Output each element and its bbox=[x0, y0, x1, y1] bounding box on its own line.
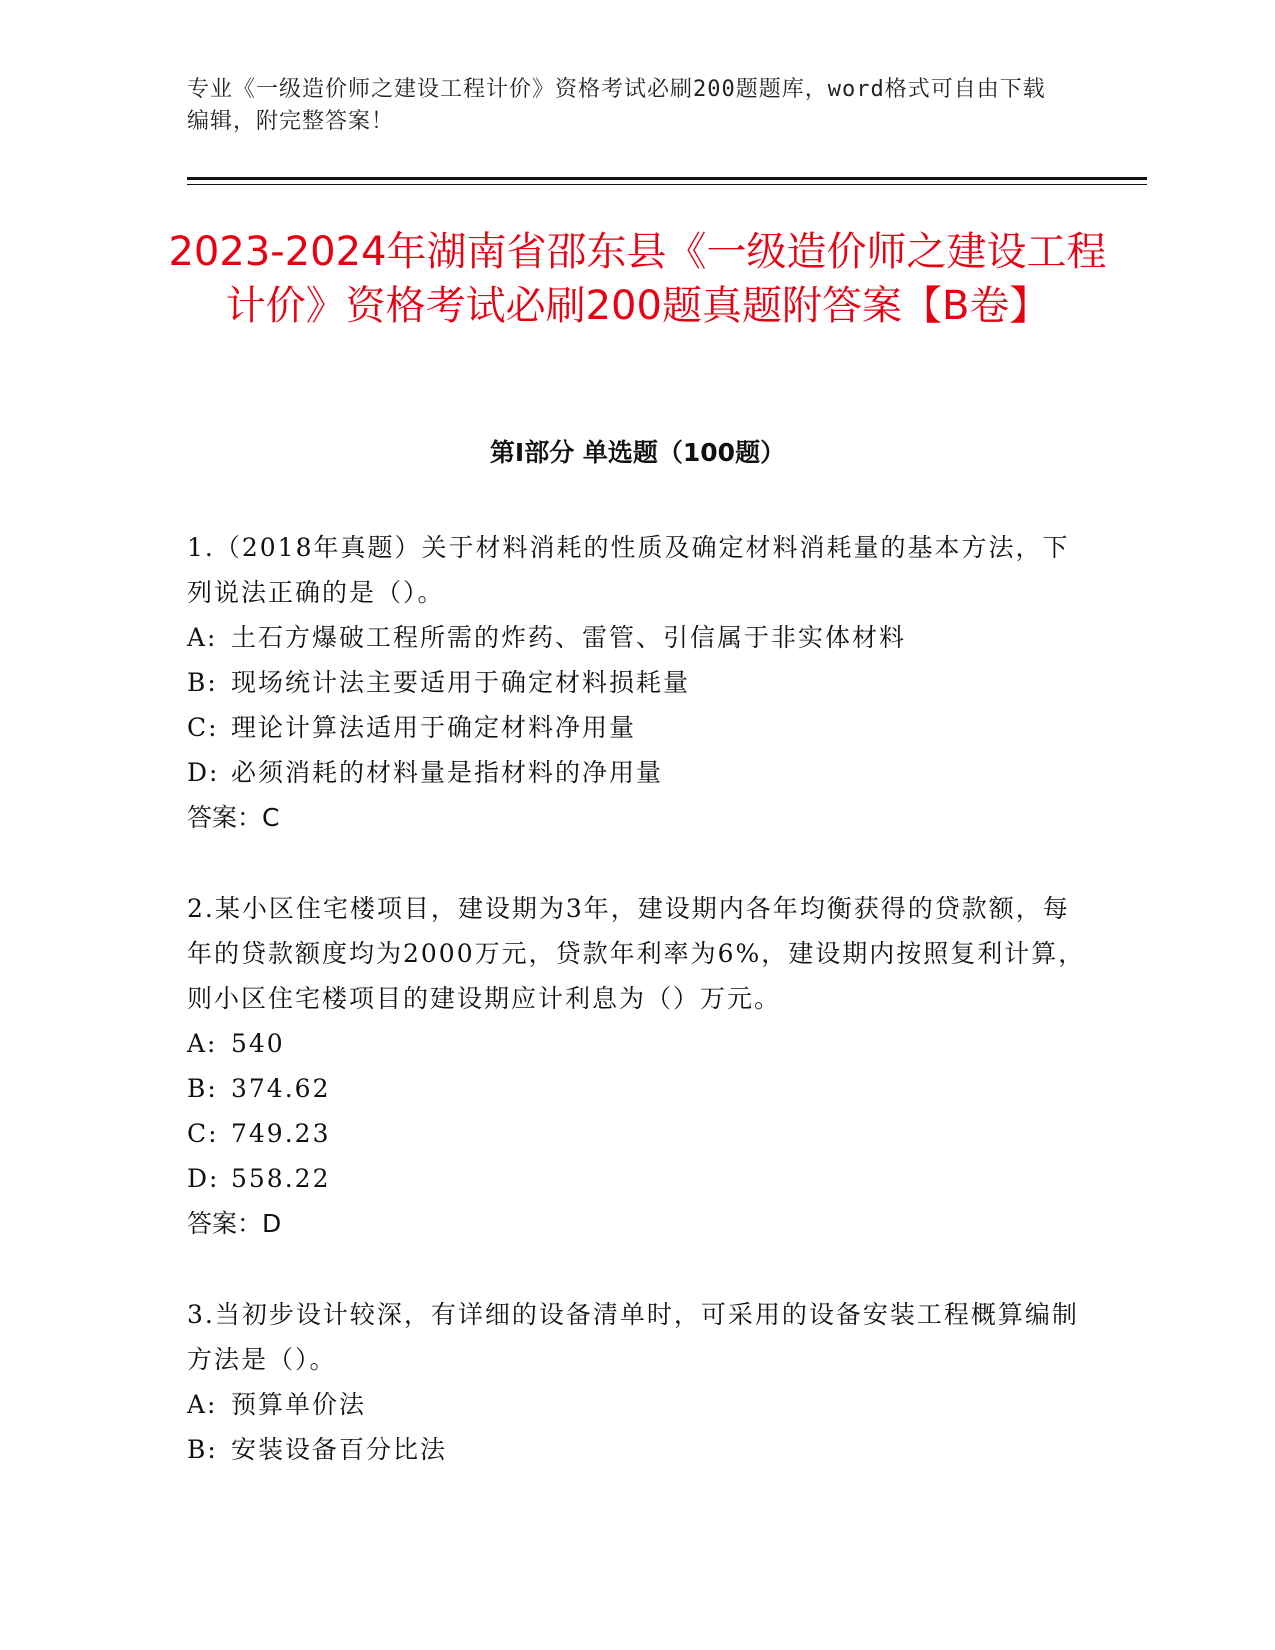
question-stem: 3.当初步设计较深，有详细的设备清单时，可采用的设备安装工程概算编制方法是（）。 bbox=[187, 1300, 1079, 1374]
option-text: 现场统计法主要适用于确定材料损耗量 bbox=[231, 668, 691, 697]
header-note: 专业《一级造价师之建设工程计价》资格考试必刷200题题库，word格式可自由下载编辑，附完整答案！ bbox=[187, 77, 1046, 134]
option-text: 558.22 bbox=[231, 1164, 331, 1193]
option-text: 必须消耗的材料量是指材料的净用量 bbox=[231, 758, 664, 787]
option-c bbox=[187, 1111, 1087, 1156]
option-d bbox=[187, 750, 1087, 795]
option-c bbox=[187, 705, 1087, 750]
document-title: 2023-2024年湖南省邵东县《一级造价师之建设工程计价》资格考试必刷200题真题附答案【B卷】 bbox=[168, 229, 1107, 329]
option-a bbox=[187, 1382, 1087, 1427]
option-text: 理论计算法适用于确定材料净用量 bbox=[231, 713, 637, 742]
question-1 bbox=[187, 525, 1087, 840]
option-text: 土石方爆破工程所需的炸药、雷管、引信属于非实体材料 bbox=[231, 623, 907, 652]
answer-line: 答案：C bbox=[187, 803, 280, 832]
option-letter: B: bbox=[187, 1074, 218, 1103]
header-rule-thick bbox=[187, 177, 1147, 180]
option-a bbox=[187, 1021, 1087, 1066]
question-stem: 1.（2018年真题）关于材料消耗的性质及确定材料消耗量的基本方法，下列说法正确的是（）。 bbox=[187, 533, 1070, 607]
option-letter: A: bbox=[187, 1390, 218, 1419]
option-text: 540 bbox=[231, 1029, 285, 1058]
option-letter: D: bbox=[187, 1164, 220, 1193]
question-2 bbox=[187, 886, 1087, 1246]
option-letter: D: bbox=[187, 758, 220, 787]
option-letter: A: bbox=[187, 623, 218, 652]
answer-line: 答案：D bbox=[187, 1209, 282, 1238]
option-text: 预算单价法 bbox=[231, 1390, 367, 1419]
question-3 bbox=[187, 1292, 1087, 1472]
option-letter: C: bbox=[187, 1119, 219, 1148]
option-b bbox=[187, 660, 1087, 705]
section-heading: 第I部分 单选题（100题） bbox=[489, 438, 786, 467]
option-text: 安装设备百分比法 bbox=[231, 1435, 448, 1464]
question-list bbox=[187, 525, 1087, 1518]
question-stem: 2.某小区住宅楼项目，建设期为3年，建设期内各年均衡获得的贷款额，每年的贷款额度均为2000万元，贷款年利率为6%，建设期内按照复利计算，则小区住宅楼项目的建设期应计利息为（）万元。 bbox=[187, 894, 1086, 1013]
option-b bbox=[187, 1066, 1087, 1111]
option-letter: C: bbox=[187, 713, 219, 742]
header-rule-thin bbox=[187, 184, 1147, 185]
option-text: 374.62 bbox=[231, 1074, 331, 1103]
option-letter: A: bbox=[187, 1029, 218, 1058]
option-a bbox=[187, 615, 1087, 660]
option-letter: B: bbox=[187, 1435, 218, 1464]
option-d bbox=[187, 1156, 1087, 1201]
option-letter: B: bbox=[187, 668, 218, 697]
option-text: 749.23 bbox=[231, 1119, 331, 1148]
option-b bbox=[187, 1427, 1087, 1472]
